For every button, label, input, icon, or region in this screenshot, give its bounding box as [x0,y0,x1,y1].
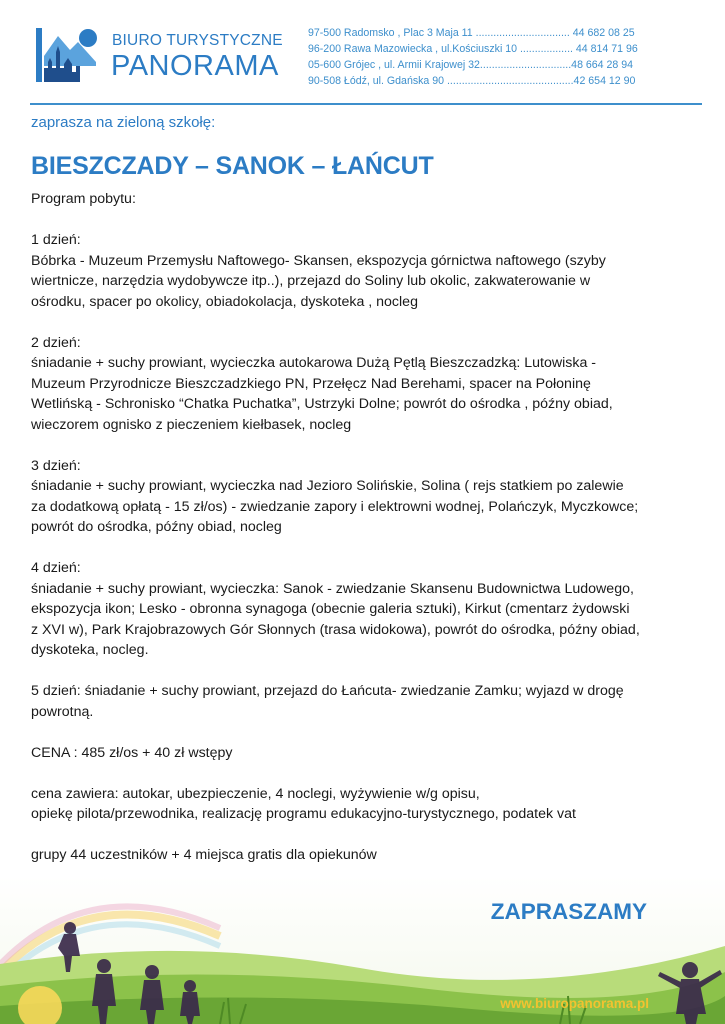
day-line: śniadanie + suchy prowiant, wycieczka autokarowa Dużą Pętlą Bieszczadzką: Lutowiska - [31,355,597,371]
day-label: 1 dzień: [31,232,81,248]
brand-subtitle: BIURO TURYSTYCZNE [112,32,283,49]
page-title: BIESZCZADY – SANOK – ŁAŃCUT [31,152,434,180]
day-line: powrotną. [31,703,94,720]
day-line: ekspozycja ikon; Lesko - obronna synagoga (obecnie galeria sztuki), Kirkut (cmentarz żydowski [31,601,630,617]
day-line: wiertnicze, narzędzia wydobywcze itp..), przejazd do Soliny lub okolic, zakwaterowanie w [31,273,591,289]
program-label: Program pobytu: [31,191,136,207]
header-divider [30,103,702,105]
day-line: ośrodku, spacer po okolicy, obiadokolacja, dyskoteka , nocleg [31,293,418,310]
day-line: Wetlińską - Schronisko “Chatka Puchatka”, Ustrzyki Dolne; powrót do ośrodka , późny obiad, [31,396,613,412]
day-line: Muzeum Przyrodnicze Bieszczadzkiego PN, Przełęcz Nad Berehami, spacer na Połoninę [31,375,591,392]
day-line: wieczorem ognisko z pieczeniem kiełbasek, nocleg [31,416,352,433]
address-line: 05-600 Grójec , ul. Armii Krajowej 32...............................48 664 28 94 [308,59,634,71]
address-line: 96-200 Rawa Mazowiecka , ul.Kościuszki 10 .................. 44 814 71 96 [308,43,638,55]
day-line: za dodatkową opłatą - 15 zł/os) - zwiedzanie zapory i elektrowni wodnej, Polańczyk, Myczkowce; [31,498,639,515]
invitation-banner: ZAPRASZAMY [490,899,647,924]
day-line: 5 dzień: śniadanie + suchy prowiant, przejazd do Łańcuta- zwiedzanie Zamku; wyjazd w drogę [31,683,624,699]
brand-name: PANORAMA [111,50,279,82]
panorama-logo-icon [36,22,98,84]
group-text: grupy 44 uczestników + 4 miejsca gratis dla opiekunów [31,847,377,863]
address-list [308,25,686,89]
price-text: CENA : 485 zł/os + 40 zł wstępy [31,744,233,761]
day-line: z XVI w), Park Krajobrazowych Gór Słonnych (trasa widokowa), powrót do ośrodka, późny obiad, [31,621,640,638]
day-label: 3 dzień: [31,457,81,474]
address-line: 97-500 Radomsko , Plac 3 Maja 11 ................................ 44 682 08 25 [308,27,635,39]
day-line: powrót do ośrodka, późny obiad, nocleg [31,519,282,535]
includes-line: cena zawiera: autokar, ubezpieczenie, 4 noclegi, wyżywienie w/g opisu, [31,785,480,802]
day-line: Bóbrka - Muzeum Przemysłu Naftowego- Skansen, ekspozycja górnictwa naftowego (szyby [31,252,606,269]
website-link[interactable]: www.biuropanorama.pl [500,996,649,1011]
day-label: 2 dzień: [31,334,81,351]
day-line: dyskoteka, nocleg. [31,642,149,658]
address-line: 90-508 Łódź, ul. Gdańska 90 ...........................................42 654 12 90 [308,75,636,87]
program-content [31,189,706,866]
day-label: 4 dzień: [31,560,81,576]
invite-text: zaprasza na zieloną szkołę: [31,114,216,131]
includes-line: opiekę pilota/przewodnika, realizację programu edukacyjno-turystycznego, podatek vat [31,806,576,822]
day-line: śniadanie + suchy prowiant, wycieczka nad Jezioro Solińskie, Solina ( rejs statkiem po zalewie [31,478,624,494]
day-line: śniadanie + suchy prowiant, wycieczka: Sanok - zwiedzanie Skansenu Budownictwa Ludowego, [31,580,634,597]
